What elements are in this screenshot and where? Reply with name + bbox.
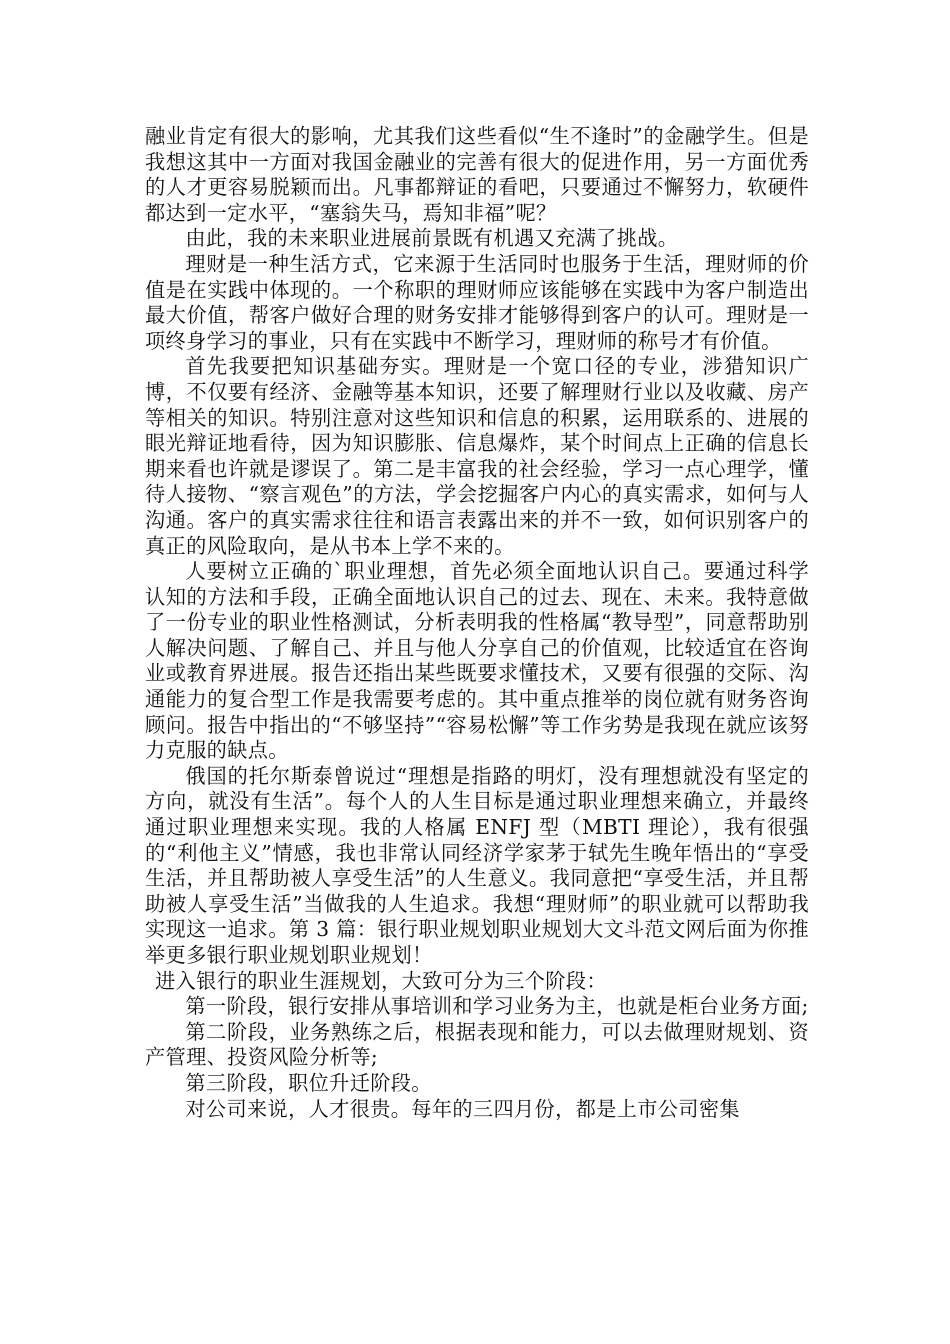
paragraph-stage-1: 第一阶段，银行安排从事培训和学习业务为主，也就是柜台业务方面;	[185, 994, 809, 1019]
paragraph-knowledge: 首先我要把知识基础夯实。理财是一个宽口径的专业，涉猎知识广博，不仅要有经济、金融等基本知识，还要了解理财行业以及收藏、房产等相关的知识。特别注意对这些知识和信息的积累，运用联系的、进展的眼光辩证地看待，因为知识膨胀、信息爆炸，某个时间点上正确的信息长期来看也许就是谬误了。第二是丰富我的社会经验，学习一点心理学，懂待人接物、“察言观色”的方法，学会挖掘客户内心的真实需求，如何与人沟通。客户的真实需求往往和语言表露出来的并不一致，如何识别客户的真正的风险取向，是从书本上学不来的。	[145, 354, 809, 558]
paragraph-stages-intro: 进入银行的职业生涯规划，大致可分为三个阶段：	[155, 968, 607, 993]
paragraph-tolstoy: 俄国的托尔斯泰曾说过“理想是指路的明灯，没有理想就没有坚定的方向，就没有生活”。每个人的人生目标是通过职业理想来确立，并最终通过职业理想来实现。我的人格属 ENFJ 型（MBTI 理论），我有很强的“利他主义”情感，我也非常认同经济学家茅于轼先生晚年悟出的“享受生活，并且帮助被人享受生活”的人生意义。我同意把“享受生活，并且帮助被人享受生活”当做我的人生追求。我想“理财师”的职业就可以帮助我实现这一追求。第 3 篇：银行职业规划职业规划大文斗范文网后面为你推举更多银行职业规划职业规划！	[145, 763, 809, 967]
paragraph-stage-3: 第三阶段，职位升迁阶段。	[185, 1070, 432, 1095]
paragraph-stage-2: 第二阶段，业务熟练之后，根据表现和能力，可以去做理财规划、资产管理、投资风险分析等;	[145, 1019, 809, 1070]
paragraph-lifestyle: 理财是一种生活方式，它来源于生活同时也服务于生活，理财师的价值是在实践中体现的。一个称职的理财师应该能够在实践中为客户制造出最大价值，帮客户做好合理的财务安排才能够得到客户的认可。理财是一项终身学习的事业，只有在实践中不断学习，理财师的称号才有价值。	[145, 251, 809, 353]
paragraph-career-ideal: 人要树立正确的`职业理想，首先必须全面地认识自己。要通过科学认知的方法和手段，正确全面地认识自己的过去、现在、未来。我特意做了一份专业的职业性格测试，分析表明我的性格属“教导型”，同意帮助别人解决问题、了解自己、并且与他人分享自己的价值观，比较适宜在咨询业或教育界进展。报告还指出某些既要求懂技术，又要有很强的交际、沟通能力的复合型工作是我需要考虑的。其中重点推举的岗位就有财务咨询顾问。报告中指出的“不够坚持”“容易松懈”等工作劣势是我现在就应该努力克服的缺点。	[145, 559, 809, 763]
paragraph-continuation: 融业肯定有很大的影响，尤其我们这些看似“生不逢时”的金融学生。但是我想这其中一方面对我国金融业的完善有很大的促进作用，另一方面优秀的人才更容易脱颖而出。凡事都辩证的看吧，只要通过不懈努力，软硬件都达到一定水平，“塞翁失马，焉知非福”呢？	[145, 124, 809, 225]
document-body	[145, 124, 809, 1122]
paragraph-company-talent: 对公司来说，人才很贵。每年的三四月份，都是上市公司密集	[185, 1096, 740, 1121]
paragraph-prospects: 由此，我的未来职业进展前景既有机遇又充满了挑战。	[185, 226, 679, 251]
